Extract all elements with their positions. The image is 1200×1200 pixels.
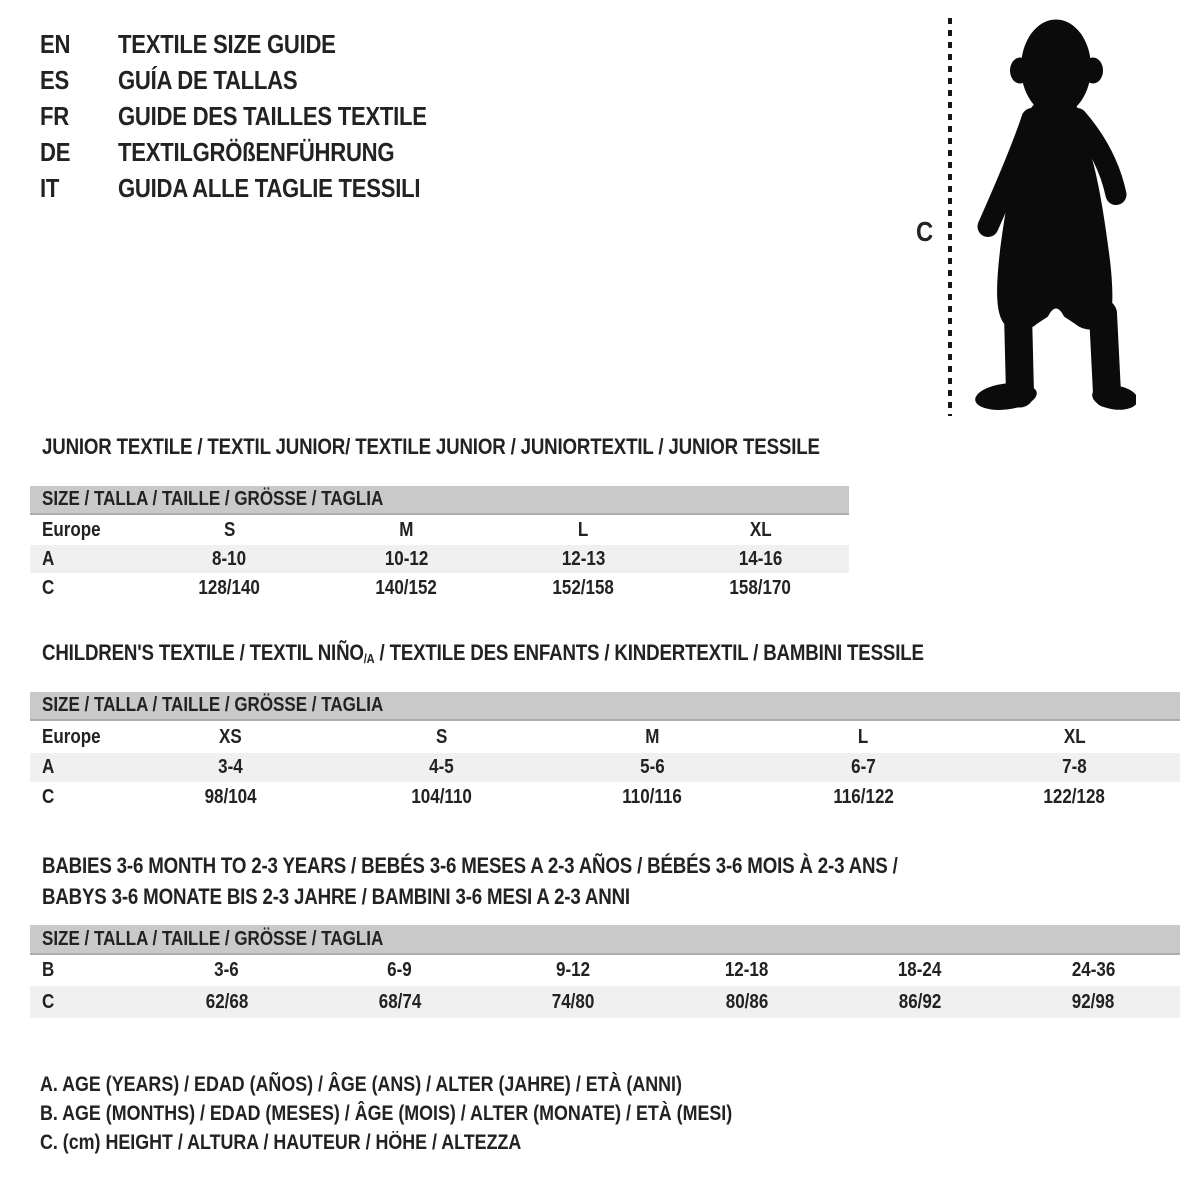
language-title-list [40, 26, 481, 206]
table-cell: 3-6 [214, 959, 239, 981]
table-cell: 6-9 [387, 959, 413, 981]
children-section-heading: CHILDREN'S TEXTILE / TEXTIL NIÑO/A / TEXTILE DES ENFANTS / KINDERTEXTIL / BAMBINI TESSILE [42, 640, 924, 666]
junior-size-table [30, 486, 849, 603]
table-cell: 122/128 [1043, 786, 1106, 808]
table-cell: A [42, 547, 55, 570]
table-cell: 24-36 [1071, 959, 1115, 981]
height-measure-dashed-line [948, 18, 952, 416]
language-row [40, 26, 481, 62]
language-row [40, 98, 481, 134]
table-cell: XL [749, 518, 772, 541]
table-cell: L [858, 725, 869, 748]
table-cell: 158/170 [729, 576, 792, 599]
table-cell: 116/122 [833, 786, 894, 808]
language-code: ES [40, 64, 69, 95]
table-cell: 110/116 [622, 786, 683, 808]
language-label: TEXTILE SIZE GUIDE [118, 28, 336, 59]
baby-silhouette-icon [972, 18, 1136, 415]
table-cell: Europe [42, 725, 101, 748]
size-header-bar [30, 925, 1180, 955]
table-row [30, 782, 1180, 813]
table-cell: 152/158 [552, 576, 615, 599]
language-label: TEXTILGRÖßENFÜHRUNG [118, 136, 395, 167]
table-cell: 18-24 [898, 959, 942, 981]
table-cell: 12-18 [724, 959, 769, 981]
language-code: IT [40, 172, 60, 203]
babies-section-heading: BABIES 3-6 MONTH TO 2-3 YEARS / BEBÉS 3-6 MESES A 2-3 AÑOS / BÉBÉS 3-6 MOIS À 2-3 ANS / BABYS 3-6 MONATE BIS 2-3 JAHRE / BAMBINI 3-6 MESI A 2-3 ANNI [42, 853, 898, 909]
table-cell: XS [219, 725, 242, 748]
table-cell: 6-7 [851, 756, 876, 778]
language-row [40, 134, 481, 170]
table-cell: C [42, 786, 55, 808]
table-cell: 7-8 [1062, 756, 1087, 778]
table-cell: 86/92 [898, 990, 942, 1013]
table-cell: 9-12 [556, 959, 591, 981]
babies-size-table [30, 925, 1180, 1018]
table-cell: 12-13 [561, 547, 606, 570]
size-header-bar [30, 692, 1180, 721]
table-row [30, 955, 1180, 986]
table-cell: S [223, 518, 236, 541]
size-header-label: SIZE / TALLA / TAILLE / GRÖSSE / TAGLIA [42, 694, 384, 716]
table-row [30, 515, 849, 545]
size-header-label: SIZE / TALLA / TAILLE / GRÖSSE / TAGLIA [42, 488, 384, 510]
table-cell: 10-12 [384, 547, 429, 570]
size-header-bar [30, 486, 849, 515]
table-row [30, 986, 1180, 1018]
table-cell: 14-16 [738, 547, 783, 570]
heading-subscript: /A [363, 651, 375, 666]
table-cell: 80/86 [725, 990, 768, 1013]
language-row [40, 62, 481, 98]
table-cell: 74/80 [551, 990, 595, 1013]
table-cell: 8-10 [212, 547, 247, 570]
table-cell: 3-4 [218, 756, 243, 778]
language-row [40, 170, 481, 206]
table-cell: A [42, 756, 55, 778]
table-cell: S [435, 725, 448, 748]
table-cell: 62/68 [205, 990, 248, 1013]
height-label: C [916, 216, 934, 247]
table-cell: 5-6 [640, 756, 665, 778]
language-code: DE [40, 136, 71, 167]
language-label: GUÍA DE TALLAS [118, 64, 298, 95]
footnotes [40, 1070, 854, 1157]
table-cell: 98/104 [204, 786, 257, 808]
language-label: GUIDA ALLE TAGLIE TESSILI [118, 172, 421, 203]
language-code: FR [40, 100, 69, 131]
table-cell: 104/110 [411, 786, 472, 808]
junior-section-heading: JUNIOR TEXTILE / TEXTIL JUNIOR/ TEXTILE JUNIOR / JUNIORTEXTIL / JUNIOR TESSILE [42, 434, 820, 459]
table-cell: 140/152 [375, 576, 438, 599]
language-code: EN [40, 28, 71, 59]
table-cell: 4-5 [429, 756, 454, 778]
footnote-c: C. (cm) HEIGHT / ALTURA / HAUTEUR / HÖHE / ALTEZZA [40, 1130, 522, 1154]
footnote-a: A. AGE (YEARS) / EDAD (AÑOS) / ÂGE (ANS) / ALTER (JAHRE) / ETÀ (ANNI) [40, 1072, 682, 1096]
table-cell: C [42, 990, 55, 1013]
table-row [30, 753, 1180, 782]
table-cell: 92/98 [1071, 990, 1115, 1013]
table-cell: Europe [42, 518, 101, 541]
table-cell: M [645, 725, 660, 748]
table-cell: B [42, 959, 55, 981]
table-row [30, 573, 849, 603]
table-row [30, 545, 849, 573]
children-size-table [30, 692, 1180, 813]
table-row [30, 721, 1180, 753]
table-cell: XL [1063, 725, 1086, 748]
table-cell: L [578, 518, 589, 541]
table-cell: 128/140 [198, 576, 261, 599]
table-cell: 68/74 [378, 990, 422, 1013]
language-label: GUIDE DES TAILLES TEXTILE [118, 100, 427, 131]
table-cell: M [399, 518, 414, 541]
table-cell: C [42, 576, 55, 599]
footnote-b: B. AGE (MONTHS) / EDAD (MESES) / ÂGE (MOIS) / ALTER (MONATE) / ETÀ (MESI) [40, 1101, 733, 1125]
size-header-label: SIZE / TALLA / TAILLE / GRÖSSE / TAGLIA [42, 927, 384, 950]
